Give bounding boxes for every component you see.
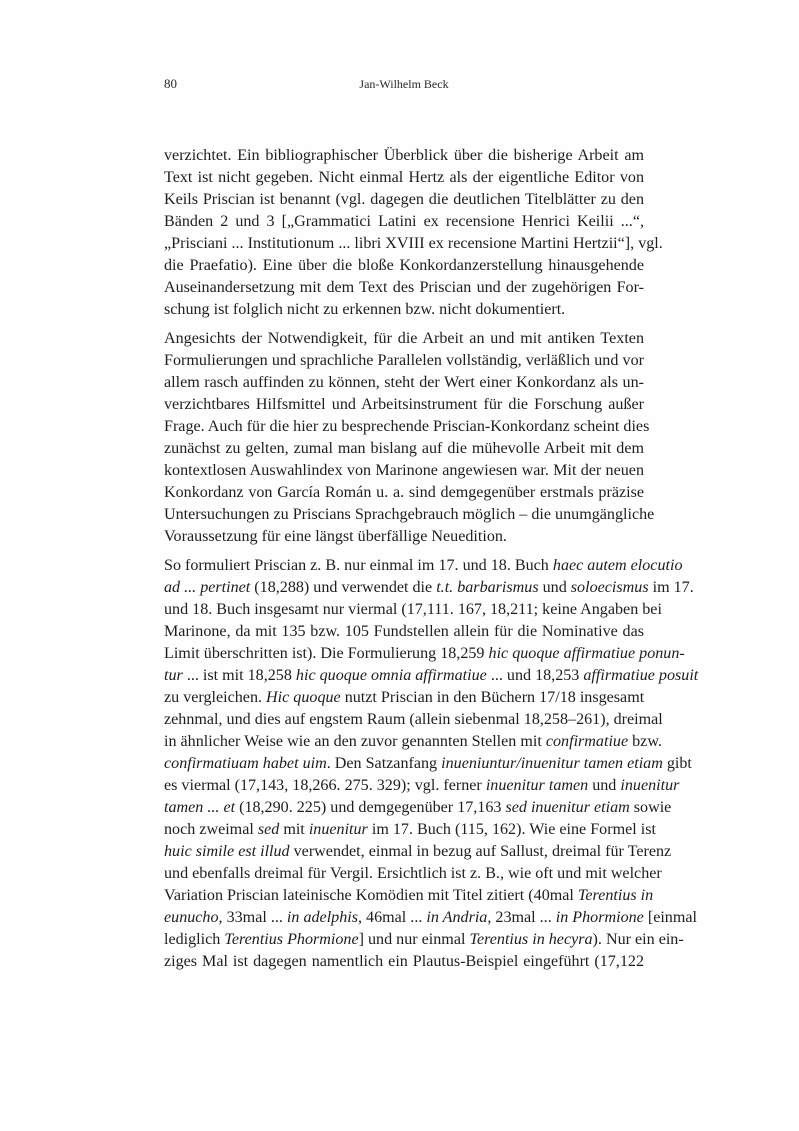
text-line	[164, 460, 644, 482]
italic-latin-quote: eunucho	[164, 909, 219, 926]
italic-latin-quote: sed inuenitur etiam	[505, 799, 630, 816]
text-line	[164, 526, 644, 548]
italic-latin-quote: Hic quoque	[266, 689, 341, 706]
text-run: ... ist mit 18,258	[182, 667, 296, 684]
text-run: Frage. Auch für die hier zu besprechende Priscian-Konkordanz scheint dies	[164, 418, 650, 435]
italic-latin-quote: hic quoque omnia affirmatiue	[295, 667, 487, 684]
text-line	[164, 797, 672, 819]
text-run: ] und nur einmal	[358, 931, 470, 948]
text-line	[164, 189, 644, 211]
text-line	[164, 167, 644, 189]
text-line	[164, 277, 644, 299]
text-run: „Prisciani ... Institutionum ... libri XVIII ex recensione Martini Hertzii“], vgl.	[164, 235, 663, 252]
text-line	[164, 841, 672, 863]
text-line	[164, 731, 662, 753]
text-run: es viermal (17,143, 18,266. 275. 329); vgl. ferner	[164, 777, 486, 794]
text-line	[164, 504, 655, 526]
italic-latin-quote: hic quoque affirmatiue ponun-	[488, 645, 685, 662]
italic-latin-quote: inuenitur tamen	[485, 777, 589, 794]
italic-latin-quote: in Phormione	[555, 909, 644, 926]
text-run: [einmal	[643, 909, 697, 926]
running-head-author: Jan-Wilhelm Beck	[359, 77, 449, 91]
italic-latin-quote: tur	[164, 667, 183, 684]
text-run: Marinone, da mit 135 bzw. 105 Fundstellen allein für die Nominative das	[164, 623, 644, 640]
italic-latin-quote: confirmatiuam habet uim	[164, 755, 327, 772]
italic-latin-quote: sed	[257, 821, 280, 838]
text-line	[164, 643, 685, 665]
paragraph-1	[164, 145, 663, 321]
text-run: Keils Priscian ist benannt (vgl. dagegen die deutlichen Titelblätter zu den	[164, 191, 644, 208]
text-run: Angesichts der Notwendigkeit, für die Arbeit an und mit antiken Texten	[164, 330, 644, 347]
text-run: Voraussetzung für eine längst überfällige Neuedition.	[164, 528, 507, 545]
text-run: bzw.	[628, 733, 662, 750]
text-line	[164, 372, 644, 394]
text-run: ziges Mal ist dagegen namentlich ein Plautus-Beispiel eingeführt (17,122	[164, 953, 644, 970]
text-run: nutzt Priscian in den Büchern 17/18 insgesamt	[340, 689, 645, 706]
text-run: Konkordanz von García Román u. a. sind demgegenüber erstmals präzise	[164, 484, 644, 501]
text-line	[164, 255, 644, 277]
text-run: die Praefatio). Eine über die bloße Konkordanzerstellung hinausgehende	[164, 257, 644, 274]
text-run: Text ist nicht gegeben. Nicht einmal Hertz als der eigentliche Editor von	[164, 169, 644, 186]
page-header	[164, 76, 644, 96]
body-text	[164, 145, 699, 980]
italic-latin-quote: in Andria	[426, 909, 488, 926]
text-line	[164, 863, 662, 885]
text-run: Limit überschritten ist). Die Formulierung 18,259	[164, 645, 489, 662]
page-number: 80	[164, 76, 177, 91]
text-line	[164, 299, 644, 321]
text-line	[164, 929, 684, 951]
italic-latin-quote: Terentius Phormione	[224, 931, 359, 948]
text-run: , 33mal ...	[218, 909, 287, 926]
text-line	[164, 555, 683, 577]
text-run: Untersuchungen zu Priscians Sprachgebrauch möglich – die unumgängliche	[164, 506, 655, 523]
text-line	[164, 665, 699, 687]
text-line	[164, 482, 644, 504]
text-run: Auseinandersetzung mit dem Text des Priscian und der zugehörigen For-	[164, 279, 644, 296]
italic-latin-quote: Terentius in	[577, 887, 654, 904]
text-run: verzichtbares Hilfsmittel und Arbeitsinstrument für die Forschung außer	[164, 396, 644, 413]
text-run: im 17.	[648, 579, 694, 596]
text-run: schung ist folglich nicht zu erkennen bzw. nicht dokumentiert.	[164, 301, 566, 318]
text-line	[164, 621, 644, 643]
text-line	[164, 907, 697, 929]
italic-latin-quote: confirmatiue	[545, 733, 629, 750]
text-run: Formulierungen und sprachliche Parallelen vollständig, verläßlich und vor	[164, 352, 644, 369]
text-run: lediglich	[164, 931, 225, 948]
text-run: im 17. Buch (115, 162). Wie eine Formel ist	[367, 821, 656, 838]
text-run: Bänden 2 und 3 [„Grammatici Latini ex recensione Henrici Keilii ...“,	[164, 213, 644, 230]
text-run: allem rasch auffinden zu können, steht der Wert einer Konkordanz als un-	[164, 374, 644, 391]
text-run: . Den Satzanfang	[326, 755, 442, 772]
text-run: ). Nur ein ein-	[592, 931, 684, 948]
text-line	[164, 350, 644, 372]
italic-latin-quote: affirmatiue posuit	[583, 667, 699, 684]
text-run: Variation Priscian lateinische Komödien mit Titel zitiert (40mal	[164, 887, 578, 904]
text-run: in ähnlicher Weise wie an den zuvor genannten Stellen mit	[164, 733, 546, 750]
text-run: (18,290. 225) und demgegenüber 17,163	[235, 799, 506, 816]
text-line	[164, 687, 644, 709]
text-run: zehnmal, und dies auf engstem Raum (allein siebenmal 18,258–261), dreimal	[164, 711, 663, 728]
text-run: noch zweimal	[164, 821, 258, 838]
paragraph-3	[164, 555, 699, 973]
text-run: So formuliert Priscian z. B. nur einmal im 17. und 18. Buch	[164, 557, 553, 574]
text-run: verwendet, einmal in bezug auf Sallust, dreimal für Terenz	[289, 843, 672, 860]
text-run: gibt	[662, 755, 692, 772]
italic-latin-quote: ad ... pertinet	[164, 579, 251, 596]
text-run: (18,288) und verwendet die	[250, 579, 437, 596]
text-line	[164, 819, 656, 841]
text-line	[164, 394, 644, 416]
text-run: und	[588, 777, 621, 794]
text-run: zu vergleichen.	[164, 689, 267, 706]
paragraph-2	[164, 328, 655, 548]
italic-latin-quote: inuenitur	[620, 777, 680, 794]
text-line	[164, 951, 644, 973]
italic-latin-quote: huic simile est illud	[164, 843, 290, 860]
italic-latin-quote: in adelphis	[286, 909, 358, 926]
text-run: ... und 18,253	[486, 667, 584, 684]
text-line	[164, 416, 650, 438]
text-line	[164, 885, 654, 907]
italic-latin-quote: soloecismus	[570, 579, 649, 596]
text-run: kontextlosen Auswahlindex von Marinone angewiesen war. Mit der neuen	[164, 462, 644, 479]
text-run: , 46mal ...	[358, 909, 427, 926]
italic-latin-quote: tamen ... et	[164, 799, 236, 816]
text-line	[164, 709, 663, 731]
text-line	[164, 438, 644, 460]
text-run: zunächst zu gelten, zumal man bislang auf die mühevolle Arbeit mit dem	[164, 440, 644, 457]
text-run: und 18. Buch insgesamt nur viermal (17,111. 167, 18,211; keine Angaben bei	[164, 601, 662, 618]
text-line	[164, 211, 644, 233]
text-run: verzichtet. Ein bibliographischer Überblick über die bisherige Arbeit am	[164, 147, 644, 164]
text-line	[164, 577, 694, 599]
italic-latin-quote: inueniuntur/inuenitur tamen etiam	[441, 755, 663, 772]
text-line	[164, 775, 680, 797]
text-run: sowie	[629, 799, 672, 816]
text-line	[164, 753, 692, 775]
text-line	[164, 599, 662, 621]
text-line	[164, 145, 644, 167]
text-run: mit	[279, 821, 309, 838]
text-line	[164, 233, 663, 255]
italic-latin-quote: inuenitur	[308, 821, 368, 838]
text-run: , 23mal ...	[487, 909, 556, 926]
italic-latin-quote: Terentius in hecyra	[469, 931, 593, 948]
italic-latin-quote: t.t. barbarismus	[436, 579, 539, 596]
text-run: und ebenfalls dreimal für Vergil. Ersichtlich ist z. B., wie oft und mit welcher	[164, 865, 662, 882]
text-run: und	[538, 579, 571, 596]
italic-latin-quote: haec autem elocutio	[552, 557, 683, 574]
text-line	[164, 328, 644, 350]
